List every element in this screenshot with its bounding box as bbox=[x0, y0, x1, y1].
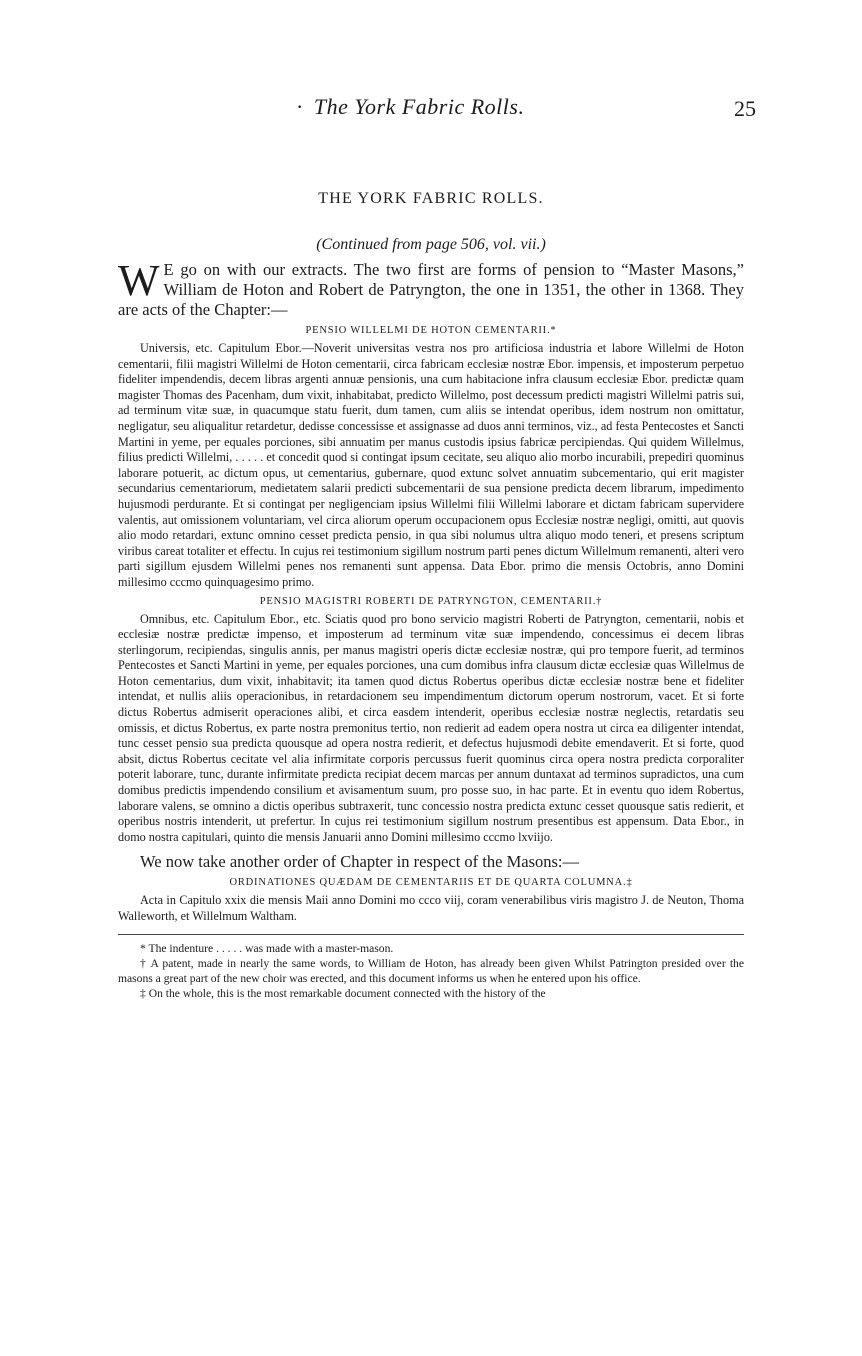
running-title bbox=[296, 94, 524, 120]
drop-cap: W bbox=[118, 256, 160, 305]
running-header bbox=[0, 94, 862, 126]
footnote-2: † A patent, made in nearly the same words, to William de Hoton, has already been given Whilst Patrington presided over the masons a great part of the new choir was erected, and this document informs us when he entered upon his office. bbox=[118, 956, 744, 985]
section-heading-ordinationes: ORDINATIONES QUÆDAM DE CEMENTARIIS ET DE QUARTA COLUMNA.‡ bbox=[229, 877, 633, 889]
latin-text-hoton: Universis, etc. Capitulum Ebor.—Noverit universitas vestra nos pro artificiosa industria et labore Willelmi de Hoton cementarii, filii magistri Willelmi de Hoton cementarii, circa fabricam ecclesiæ nostræ Ebor. impensis, et imposterum perpetuo fideliter impendendis, decem libras argenti annuæ pensionis, una cum habitacione infra clausum ecclesiæ Ebor. predictæ quam magister Thomas des Pacenham, dum vixit, inhabitabat, predicto Willelmo, post decessum predicti magistri Willelmi patris sui, ad terminum vitæ suæ, in quacumque statu fuerit, dum tamen, cum aliis se intendat operibus, idem nostrum non omittatur, negligatur, seu aliqualitur retardetur, dedisse concessisse et assignasse ad duos anni terminos, viz., ad festa Pentecostes et Sancti Martini in yeme, per equales porciones, sibi annuatim per manus custodis ipsius fabricæ percipiendas. Qui quidem Willelmus, filius predicti Willelmi, . . . . . et concedit quod si contingat ipsum cecitate, seu aliquo alio morbo incurabili, prepediri quominus laborare potuerit, ac dictum opus, ut cementarius, gubernare, quod extunc solvet annuatim subcementario, qui erit magister secundarius cementariorum, medietatem salarii predicti subcementarii de sua pensione predicta decem librarum, impedimento hujusmodi perdurante. Et si contingat per negligenciam ipsius Willelmi filii Willelmi laborare et dictam fabricam supervidere valentis, aut omissionem voluntariam, vel circa aliorum operum occupacionem opus Ecclesiæ nostræ negligi, omitti, aut quovis alio modo retardari, extunc omnino cesset predicta pensio, in qua sibi nolumus ultra aliquo modo teneri, et presens scriptum viribus careat totaliter et effectu. In cujus rei testimonium sigillum nostrum parti penes dictum Willelmum remanenti, alteri vero parti sigillum ejusdem Willelmi penes nos remanenti sunt appensa. Data Ebor. primo die mensis Octobris, anno Domini millesimo cccmo quinquagesimo primo. bbox=[118, 341, 744, 589]
section-heading-hoton: PENSIO WILLELMI DE HOTON CEMENTARII.* bbox=[305, 325, 557, 336]
article-title: THE YORK FABRIC ROLLS. bbox=[318, 190, 544, 207]
latin-text-patryngton: Omnibus, etc. Capitulum Ebor., etc. Sciatis quod pro bono servicio magistri Roberti de Patryngton, cementarii, nobis et ecclesiæ nostræ predictæ impenso, et imposterum ad terminum vitæ suæ impendendo, concessimus ei decem libras sterlingorum, recipiendas, singulis annis, per manus magistri operis dictæ ecclesiæ nostræ, qui pro tempore fuerit, ad terminos Pentecostes et Sancti Martini in yeme, per equales porciones, una cum domibus infra clausum dictæ ecclesiæ quas Willelmus de Hoton cementarius, dum vixit, inhabitavit; ita tamen quod dictus Robertus operibus dictæ ecclesiæ nostræ bene et fideliter intendat, et nullis aliis operacionibus, in retardacionem seu impendimentum dictorum operum nostrorum, vacet. Et si forte dictus Robertus admiserit operaciones alibi, et circa easdem intenderit, operibus ecclesiæ nostræ neglectis, retardatis seu omissis, et dictus Robertus, ex parte nostra premonitus tertio, non redierit ad eadem opera nostra ut circa ea diligenter intendat, tunc cesset pensio sua predicta quousque ad opera nostra redierit, et defectus hujusmodi debite emendaverit. Et si forte, quod absit, dictus Robertus cecitate vel alia infirmitate corporis percussus fuerit quominus circa opera nostra predicta corporaliter poterit laborare, tunc, durante infirmitate predicta recipiat decem marcas per annum duntaxat ad terminos supradictos, una cum domibus predictis impendendo consilium et avisamentum suum, pro posse suo, in hac parte. Et in eventu quo idem Robertus, laborare valens, se omnino a dictis operibus subtraxerit, tunc concessio nostra predicta extunc cesset quousque satis redierit, et operibus nostris intenderit, ut prefertur. In cujus rei testimonium sigillum nostrum presentibus est appensum. Data Ebor., in domo nostra capitulari, quinto die mensis Januarii anno Domini millesimo cccmo lxviijo. bbox=[118, 611, 744, 844]
latin-text-ordinationes: Acta in Capitulo xxix die mensis Maii anno Domini mo ccco viij, coram venerabilibus viris magistro J. de Neuton, Thoma Walleworth, et Willelmum Waltham. bbox=[118, 893, 744, 923]
section-heading-patryngton: PENSIO MAGISTRI ROBERTI DE PATRYNGTON, CEMENTARII.† bbox=[259, 595, 603, 607]
article-body bbox=[118, 256, 744, 1001]
footnote-3: ‡ On the whole, this is the most remarkable document connected with the history of the bbox=[140, 986, 546, 1000]
header-dot: · bbox=[296, 94, 304, 119]
footnote-1: * The indenture . . . . . was made with a master-mason. bbox=[140, 941, 394, 955]
footnote-rule bbox=[118, 934, 744, 935]
continued-note: (Continued from page 506, vol. vii.) bbox=[316, 236, 546, 253]
running-title-text: The York Fabric Rolls. bbox=[313, 94, 525, 119]
page-number: 25 bbox=[734, 96, 756, 121]
intro-text: E go on with our extracts. The two first are forms of pension to “Master Masons,” William de Hoton and Robert de Patryngton, the one in 1351, the other in 1368. They are acts of the Chapter:— bbox=[118, 260, 744, 319]
transition-paragraph: We now take another order of Chapter in respect of the Masons:— bbox=[140, 852, 579, 872]
intro-paragraph bbox=[118, 256, 744, 320]
